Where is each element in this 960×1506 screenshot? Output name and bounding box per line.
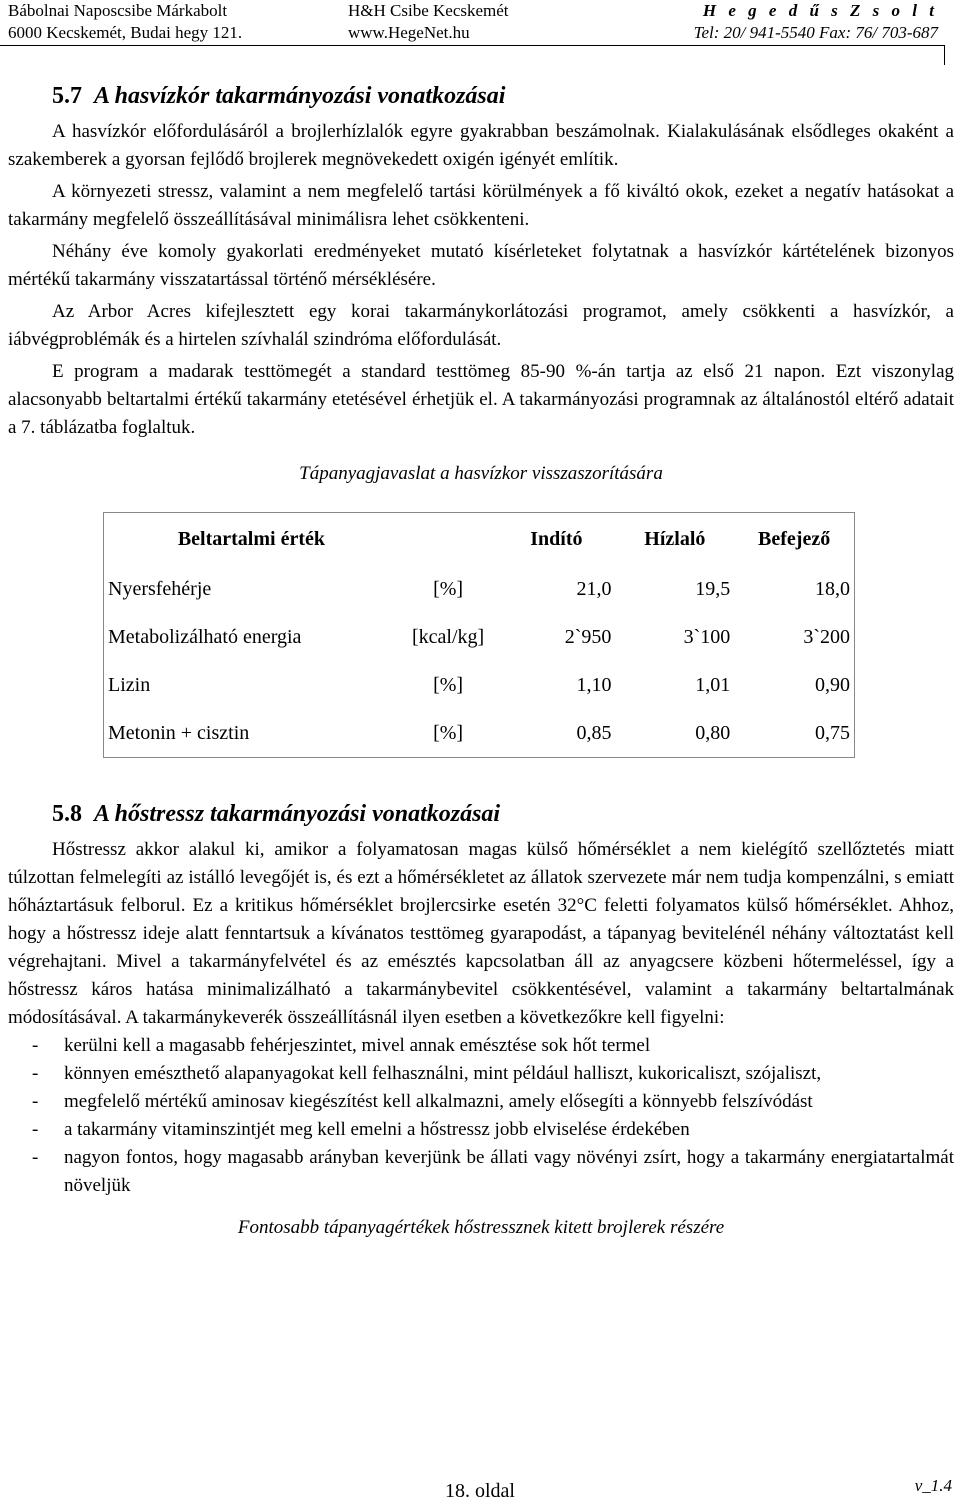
bullet-list <box>8 1032 954 1200</box>
table-cell: 1,01 <box>695 673 731 696</box>
paragraph: Az Arbor Acres kifejlesztett egy korai takarmánykorlátozási programot, amely csökkenti a hasvízkór, a iábvégproblémák és a hirtelen szívhalál szindróma előfordulását. <box>8 301 954 350</box>
list-item <box>8 1088 954 1116</box>
table-row <box>104 661 854 709</box>
paragraph: E program a madarak testtömegét a standard testtömeg 85-90 %-án tartja az első 21 napon. Ezt viszonylag alacsonyabb beltartalmi értékű takarmány etetésével érhetjük el. A takarmányozási programnak az általánostól eltérő adatait a 7. táblázatba foglaltuk. <box>8 361 954 438</box>
table-cell: 1,10 <box>576 673 612 696</box>
list-item-text: kerülni kell a magasabb fehérjeszintet, mivel annak emésztése sok hőt termel <box>64 1035 651 1056</box>
header-left <box>8 0 242 44</box>
table-cell: Lizin <box>108 673 151 696</box>
table-caption: Fontosabb tápanyagértékek hőstressznek kitett brojlerek részére <box>237 1217 725 1238</box>
table-cell: 0,75 <box>815 721 850 744</box>
table-cell: [%] <box>433 577 464 600</box>
author-name: H e g e d ű s Z s o l t <box>702 1 938 20</box>
section-title: A hasvízkór takarmányozási vonatkozásai <box>94 83 506 109</box>
list-item-text: megfelelő mértékű aminosav kiegészítést kell alkalmazni, amely elősegíti a könnyebb felszívódást <box>64 1091 813 1112</box>
nutrient-table <box>103 512 855 758</box>
page-content <box>8 80 954 1242</box>
paragraph: A környezeti stressz, valamint a nem megfelelő tartási körülmények a fő kiváltó okok, ezeket a negatív hatásokat a takarmány megfelelő összeállításával minimálisra lehet csökkenteni. <box>8 181 954 230</box>
table-cell: Metonin + cisztin <box>108 721 250 744</box>
table-cell: 0,90 <box>815 673 850 696</box>
list-item <box>8 1144 954 1200</box>
list-item <box>8 1060 954 1088</box>
table-row <box>104 709 854 757</box>
section-heading <box>8 80 954 112</box>
list-item-text: könnyen emészthető alapanyagokat kell felhasználni, mint például halliszt, kukoricaliszt, szójaliszt, <box>64 1063 822 1084</box>
section-number: 5.7 <box>52 83 82 109</box>
table-cell: [kcal/kg] <box>411 625 485 648</box>
section-number: 5.8 <box>52 801 82 827</box>
section-heading <box>8 798 954 830</box>
list-item-text: a takarmány vitaminszintjét meg kell emelni a hőstressz jobb elviselése érdekében <box>64 1119 690 1140</box>
company-name: H&H Csibe Kecskemét <box>348 1 509 20</box>
column-header: Indító <box>530 527 583 550</box>
table-cell: Nyersfehérje <box>108 577 212 600</box>
table-cell: 0,85 <box>576 721 612 744</box>
dash-marker: - <box>32 1035 39 1056</box>
header-right <box>694 0 938 44</box>
shop-address: 6000 Kecskemét, Budai hegy 121. <box>8 23 243 42</box>
table-cell: 21,0 <box>576 577 612 600</box>
list-item <box>8 1116 954 1144</box>
list-item-text: nagyon fontos, hogy magasabb arányban keverjünk be állati vagy növényi zsírt, hogy a takarmány energiatartalmát növeljük <box>64 1147 954 1196</box>
column-header: Beltartalmi érték <box>177 527 325 550</box>
table-cell: 0,80 <box>695 721 731 744</box>
table-cell: Metabolizálható energia <box>108 625 302 648</box>
table-cell: 19,5 <box>695 577 731 600</box>
header-corner-rule <box>944 45 945 65</box>
table-cell: 18,0 <box>815 577 850 600</box>
page-number: 18. oldal <box>445 1480 515 1502</box>
website-link[interactable]: www.HegeNet.hu <box>348 23 470 42</box>
table-cell: [%] <box>433 721 464 744</box>
paragraph: Hőstressz akkor alakul ki, amikor a folyamatosan magas külső hőmérséklet a nem kielégítő szellőztetés miatt túlzottan felmelegíti az istálló levegőjét is, és ezt a hőmérsékletet az állatok szervezete már nem tudja kompenzálni, s emiatt hőháztartásuk felborul. Ez a kritikus hőmérséklet brojlercsirke esetén 32°C feletti folyamatos külső hőmérséklet. Ahhoz, hogy a hőstressz ideje alatt fenntartsuk a kívánatos testtömeg gyarapodást, a tápanyag bevitelénél néhány változtatást kell végrehajtani. Mivel a takarmányfelvétel és az emésztés kapcsolatban áll az anyagcsere közbeni hőtermeléssel, így a hőstressz káros hatása minimalizálható a takarmánybevitel csökkentésével, valamint a takarmány beltartalmának módosításával. A takarmánykeverék összeállításnál ilyen esetben a következőkre kell figyelni: <box>8 839 954 1028</box>
table-row <box>104 613 854 661</box>
contact-phone: Tel: 20/ 941-5540 Fax: 76/ 703-687 <box>693 23 938 42</box>
version-label: v_1.4 <box>914 1476 952 1495</box>
table-header-row <box>104 513 854 565</box>
table-cell: 3`200 <box>803 625 850 648</box>
page-header <box>0 0 960 48</box>
dash-marker: - <box>32 1091 39 1112</box>
table-caption: Tápanyagjavaslat a hasvízkor visszaszorítására <box>299 463 663 484</box>
shop-name: Bábolnai Naposcsibe Márkabolt <box>8 1 228 20</box>
dash-marker: - <box>32 1119 39 1140</box>
table-cell: 2`950 <box>564 625 612 648</box>
column-header: Befejező <box>758 527 831 550</box>
table-cell: 3`100 <box>683 625 731 648</box>
list-item <box>8 1032 954 1060</box>
section-title: A hőstressz takarmányozási vonatkozásai <box>94 801 501 827</box>
paragraph: Néhány éve komoly gyakorlati eredményeket mutató kísérleteket folytatnak a hasvízkór kártételének bizonyos mértékű takarmány visszatartással történő mérséklésére. <box>8 241 954 290</box>
table-row <box>104 565 854 613</box>
header-rule <box>0 45 944 46</box>
table-cell: [%] <box>433 673 464 696</box>
column-header: Hízlaló <box>644 527 706 550</box>
dash-marker: - <box>32 1063 39 1084</box>
dash-marker: - <box>32 1147 39 1168</box>
column-header <box>399 513 497 565</box>
header-middle <box>348 0 509 44</box>
paragraph: A hasvízkór előfordulásáról a brojlerhízlalók egyre gyakrabban beszámolnak. Kialakulásának elsődleges okaként a szakemberek a gyorsan fejlődő brojlerek megnövekedett oxigén igényét említik. <box>8 121 954 170</box>
